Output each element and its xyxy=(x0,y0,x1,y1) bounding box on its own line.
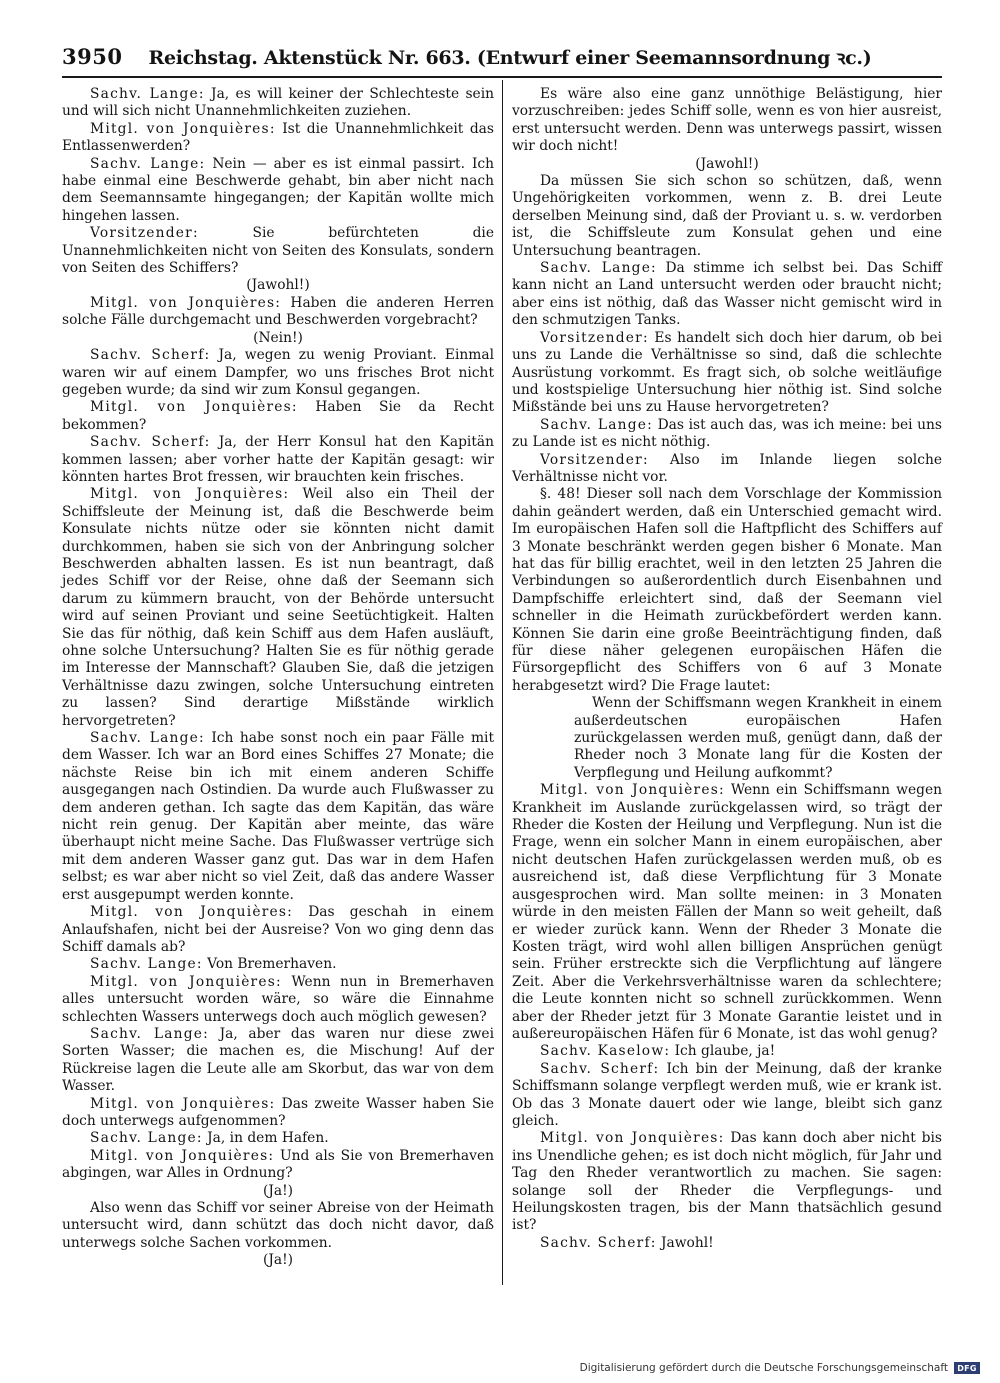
text-paragraph xyxy=(62,1200,494,1252)
speech-text: Ja, aber das waren nur diese zwei Sorten Wasser; die machen es, die Mischung! Auf der Rückreise lagen die Leute alle am Skorbut, das war von dem Wasser. xyxy=(62,1025,494,1095)
speech-paragraph xyxy=(62,434,494,486)
speech-text: Also im Inlande liegen solche Verhältnisse nicht vor. xyxy=(512,451,942,485)
speaker-name: Vorsitzender: xyxy=(90,225,199,242)
text-paragraph xyxy=(512,486,942,695)
speaker-name: Sachv. Lange: xyxy=(90,86,205,102)
speaker-name: Sachv. Lange: xyxy=(540,416,653,433)
speaker-name: Mitgl. von Jonquières: xyxy=(90,120,276,137)
interjection: (Ja!) xyxy=(262,1182,294,1199)
speech-paragraph xyxy=(512,330,942,417)
speaker-name: Sachv. Lange: xyxy=(90,155,206,172)
speech-text: Das zweite Wasser haben Sie doch unterwegs aufgenommen? xyxy=(62,1095,494,1129)
speech-paragraph xyxy=(512,1130,942,1234)
dfg-logo: DFG xyxy=(954,1362,980,1374)
speech-paragraph xyxy=(62,225,494,277)
speech-text: Das ist auch das, was ich meine: bei uns zu Lande ist es nicht nöthig. xyxy=(512,416,942,451)
speech-paragraph xyxy=(62,295,494,330)
speech-paragraph xyxy=(62,974,494,1026)
speech-text: Ich glaube, ja! xyxy=(670,1043,776,1060)
speech-paragraph xyxy=(512,417,942,452)
speech-paragraph xyxy=(512,1061,942,1131)
speech-text: Weil also ein Theil der Schiffsleute der Meinung ist, daß die Beschwerde beim Konsulate nichts nütze oder sie könnten nicht damit durchkommen, haben sie sich von der Anbringung solcher Beschwerden abhalten lassen. Es ist nun beantragt, daß jedes Schiff vor der Reise, ohne daß der Seemann sich darum zu kümmern braucht, von der Behörde untersucht wird auf seinen Proviant und seine Seetüchtigkeit. Halten Sie das für nöthig, daß kein Schiff aus dem Hafen ausläuft, ohne solche Untersuchung? Halten Sie es für nöthig gerade im Interesse der Mannschaft? Glauben Sie, daß die jetzigen Verhältnisse dazu zwingen, solche Untersuchung eintreten zu lassen? Sind derartige Mißstände wirklich hervorgetreten? xyxy=(62,486,494,729)
speech-text: Jawohl! xyxy=(656,1234,714,1251)
speech-paragraph xyxy=(62,1026,494,1096)
speaker-name: Mitgl. von Jonquières: xyxy=(90,1095,276,1112)
interjection: (Jawohl!) xyxy=(695,155,759,172)
speech-text: Ja, wegen zu wenig Proviant. Einmal waren wir auf einem Dampfer, wo uns frisches Brot nicht gegeben wurde; da sind wir zum Konsul gegangen. xyxy=(62,347,494,398)
speaker-name: Mitgl. von Jonquières: xyxy=(90,399,298,416)
speech-paragraph xyxy=(62,956,494,973)
interjection: (Jawohl!) xyxy=(246,277,310,294)
speech-text: Da müssen Sie sich schon so schützen, daß, wenn Ungehörigkeiten vorkommen, wenn z. B. drei Leute derselben Meinung sind, daß der Proviant u. s. w. verdorben ist, die Schiffsleute zum Konsulat gehen und eine Untersuchung beantragen. xyxy=(512,173,942,259)
speech-text: Ja, es will keiner der Schlechteste sein und will sich nicht Unannehmlichkeiten zuziehen. xyxy=(62,86,494,120)
speech-paragraph xyxy=(512,1235,942,1252)
speech-text: Das kann doch aber nicht bis ins Unendliche gehen; es ist doch nicht möglich, für Jahr und Tag den Rheder verantwortlich zu machen. Sie sagen: solange soll der Rheder die Verpflegungs- und Heilungskosten tragen, bis der Mann thatsächlich gesund ist? xyxy=(512,1130,942,1234)
speech-paragraph xyxy=(62,486,494,730)
speaker-name: Sachv. Scherf: xyxy=(540,1060,660,1077)
speaker-name: Sachv. Lange: xyxy=(90,956,203,973)
running-head: Reichstag. Aktenstück Nr. 663. (Entwurf einer Seemannsordnung ꝛc.) xyxy=(148,47,872,69)
left-column xyxy=(62,86,494,1270)
speaker-name: Sachv. Lange: xyxy=(90,1025,209,1042)
header-rule xyxy=(62,76,942,78)
speaker-name: Mitgl. von Jonquières: xyxy=(90,486,290,503)
speech-paragraph xyxy=(62,1096,494,1131)
speech-text: Und als Sie von Bremerhaven abgingen, war Alles in Ordnung? xyxy=(62,1147,494,1182)
speech-paragraph xyxy=(512,260,942,330)
speaker-name: Mitgl. von Jonquières: xyxy=(540,1130,725,1147)
speech-paragraph xyxy=(62,86,494,121)
speech-text: Von Bremerhaven. xyxy=(202,956,337,973)
footer xyxy=(580,1362,980,1374)
speech-paragraph xyxy=(512,782,942,1043)
speech-text: Haben Sie da Recht bekommen? xyxy=(62,399,494,433)
speech-text: Es wäre also eine ganz unnöthige Belästigung, hier vorzuschreiben: jedes Schiff solle, wenn es von hier ausreist, erst untersucht werden. Denn was unterwegs passirt, wissen wir doch nicht! xyxy=(512,86,942,155)
speech-text: Nein — aber es ist einmal passirt. Ich habe einmal eine Beschwerde gehabt, bin aber nicht nach dem Seemannsamte hingegangen; der Kapitän wollte mich hingehen lassen. xyxy=(62,155,495,224)
speech-text: Also wenn das Schiff vor seiner Abreise von der Heimath untersucht wird, dann schützt das doch nicht davor, daß unterwegs solche Sachen vorkommen. xyxy=(62,1200,494,1251)
speech-paragraph xyxy=(62,121,494,156)
speech-text: Ja, der Herr Konsul hat den Kapitän kommen lassen; aber vorher hatte der Kapitän gesagt: wir könnten hartes Brot fressen, wir brauchten kein frisches. xyxy=(62,434,494,485)
speech-text: Haben die anderen Herren solche Fälle durchgemacht und Beschwerden vorgebracht? xyxy=(62,294,494,329)
speech-paragraph xyxy=(62,399,494,434)
speaker-name: Sachv. Scherf: xyxy=(90,434,211,451)
speech-paragraph xyxy=(62,156,494,226)
speech-text: Es handelt sich doch hier darum, ob bei uns zu Lande die Verhältnisse so sind, daß die schlechte Ausrüstung vorkommt. Es fragt sich, ob solche weitläufige und kostspielige Untersuchung hier nöthig ist. Sind solche Mißstände bei uns zu Hause hervorgetreten? xyxy=(512,329,942,416)
page-header xyxy=(62,44,942,74)
speech-paragraph xyxy=(62,904,494,956)
speaker-name: Sachv. Kaselow: xyxy=(540,1043,671,1060)
speech-text: Ja, in dem Hafen. xyxy=(202,1130,329,1147)
speaker-name: Mitgl. von Jonquières: xyxy=(90,1147,275,1164)
speech-paragraph xyxy=(62,1130,494,1147)
speech-text: Wenn nun in Bremerhaven alles untersucht worden wäre, so wäre die Einnahme schlechten Wassers unterwegs doch auch möglich gewesen? xyxy=(62,973,494,1025)
right-column xyxy=(512,86,942,1252)
speaker-name: Sachv. Lange: xyxy=(90,1130,203,1147)
speaker-name: Vorsitzender: xyxy=(540,329,649,346)
interjection: (Ja!) xyxy=(262,1252,294,1269)
speaker-name: Vorsitzender: xyxy=(540,451,649,468)
speech-text: §. 48! Dieser soll nach dem Vorschlage der Kommission dahin geändert werden, daß ein Unterschied gemacht wird. Im europäischen Hafen soll die Haftpflicht des Schiffers auf 3 Monate beschränkt werden gegen bisher 6 Monate. Man hat das für billig erachtet, weil in den letzten 25 Jahren die Verbindungen so außerordentlich durch Eisenbahnen und Dampfschiffe erleichtert sind, daß der Seemann viel schneller in die Heimath zurückbefördert werden kann. Können Sie darin eine große Beeinträchtigung finden, daß für diese näher gelegenen europäischen Häfen die Fürsorgepflicht des Schiffers von 6 auf 3 Monate herabgesetzt wird? Die Frage lautet: xyxy=(512,486,942,694)
speech-paragraph xyxy=(512,1043,942,1060)
speaker-name: Mitgl. von Jonquières: xyxy=(90,294,282,311)
speech-text: Sie befürchteten die Unannehmlichkeiten nicht von Seiten des Konsulats, sondern von Seiten des Schiffers? xyxy=(62,225,494,277)
speaker-name: Mitgl. von Jonquières: xyxy=(90,973,282,990)
speech-paragraph xyxy=(512,452,942,487)
speaker-name: Sachv. Lange: xyxy=(90,730,205,747)
speech-text: Ich bin der Meinung, daß der kranke Schiffsmann solange verpflegt werden muß, wie er krank ist. Ob das 3 Monate dauert oder wie lange, bleibt sich ganz gleich. xyxy=(512,1060,942,1129)
speech-text: Da stimme ich selbst bei. Das Schiff kann nicht an Land untersucht werden oder braucht nicht; aber eins ist nöthig, daß das Wasser nicht gemischt wird in den schmutzigen Tanks. xyxy=(512,260,942,329)
speaker-name: Mitgl. von Jonquières: xyxy=(540,782,725,799)
text-paragraph xyxy=(512,86,942,156)
page-number: 3950 xyxy=(62,44,123,69)
speech-text: Ich habe sonst noch ein paar Fälle mit dem Wasser. Ich war an Bord eines Schiffes 27 Monate; die nächste Reise bin ich mit einem anderen Schiffe ausgegangen nach Ostindien. Da wurde auch Flußwasser zu dem anderen gethan. Ich sagte das dem Kapitän, das wäre nicht rein genug. Der Kapitän aber meinte, das wäre überhaupt nicht meine Sache. Das Flußwasser vertrüge sich mit dem anderen Wasser ganz gut. Das war in dem Hafen selbst; es war aber nicht so viel Zeit, daß das andere Wasser erst ausgepumpt werden konnte. xyxy=(62,730,494,903)
speech-text: Das geschah in einem Anlaufshafen, nicht bei der Ausreise? Von wo ging denn das Schiff damals ab? xyxy=(62,904,494,955)
speech-paragraph xyxy=(62,347,494,399)
digitization-credit: Digitalisierung gefördert durch die Deutsche Forschungsgemeinschaft xyxy=(579,1362,948,1374)
speech-text: Ist die Unannehmlichkeit das Entlassenwerden? xyxy=(62,120,494,155)
speaker-name: Sachv. Scherf: xyxy=(540,1234,657,1251)
speaker-name: Mitgl. von Jonquières: xyxy=(90,904,294,921)
speech-paragraph xyxy=(62,1148,494,1183)
speaker-name: Sachv. Lange: xyxy=(540,260,657,277)
text-paragraph xyxy=(512,173,942,260)
speech-paragraph xyxy=(62,730,494,904)
quoted-question: Wenn der Schiffsmann wegen Krankheit in einem außerdeutschen europäischen Hafen zurückgelassen werden muß, genügt dann, daß der Rheder noch 3 Monate lang für die Kosten der Verpflegung und Heilung aufkommt? xyxy=(574,695,942,781)
column-divider xyxy=(502,80,503,1285)
interjection: (Nein!) xyxy=(253,329,303,346)
speaker-name: Sachv. Scherf: xyxy=(90,347,211,364)
speech-text: Wenn ein Schiffsmann wegen Krankheit im Auslande zurückgelassen wird, so trägt der Rheder die Kosten der Heilung und Verpflegung. Nun ist die Frage, wenn ein solcher Mann in einem europäischen, aber nicht deutschen Hafen zurückgelassen werden muß, ob es ausreichend ist, daß diese Verpflichtung für 3 Monate ausgesprochen wird. Man sollte meinen: in 3 Monaten würde in den meisten Fällen der Mann so weit geheilt, daß er wieder zurück kann. Wenn der Rheder 3 Monate die Kosten trägt, wird wohl allen billigen Ansprüchen genügt sein. Früher erstreckte sich die Verpflichtung auf längere Zeit. Aber die Verkehrsverhältnisse waren da schlechtere; die Leute konnten nicht so schnell zurückkommen. Wenn aber der Rheder jetzt für 3 Monate Garantie leistet und in außereuropäischen Häfen für 6 Monate, ist das wohl genug? xyxy=(512,782,942,1042)
